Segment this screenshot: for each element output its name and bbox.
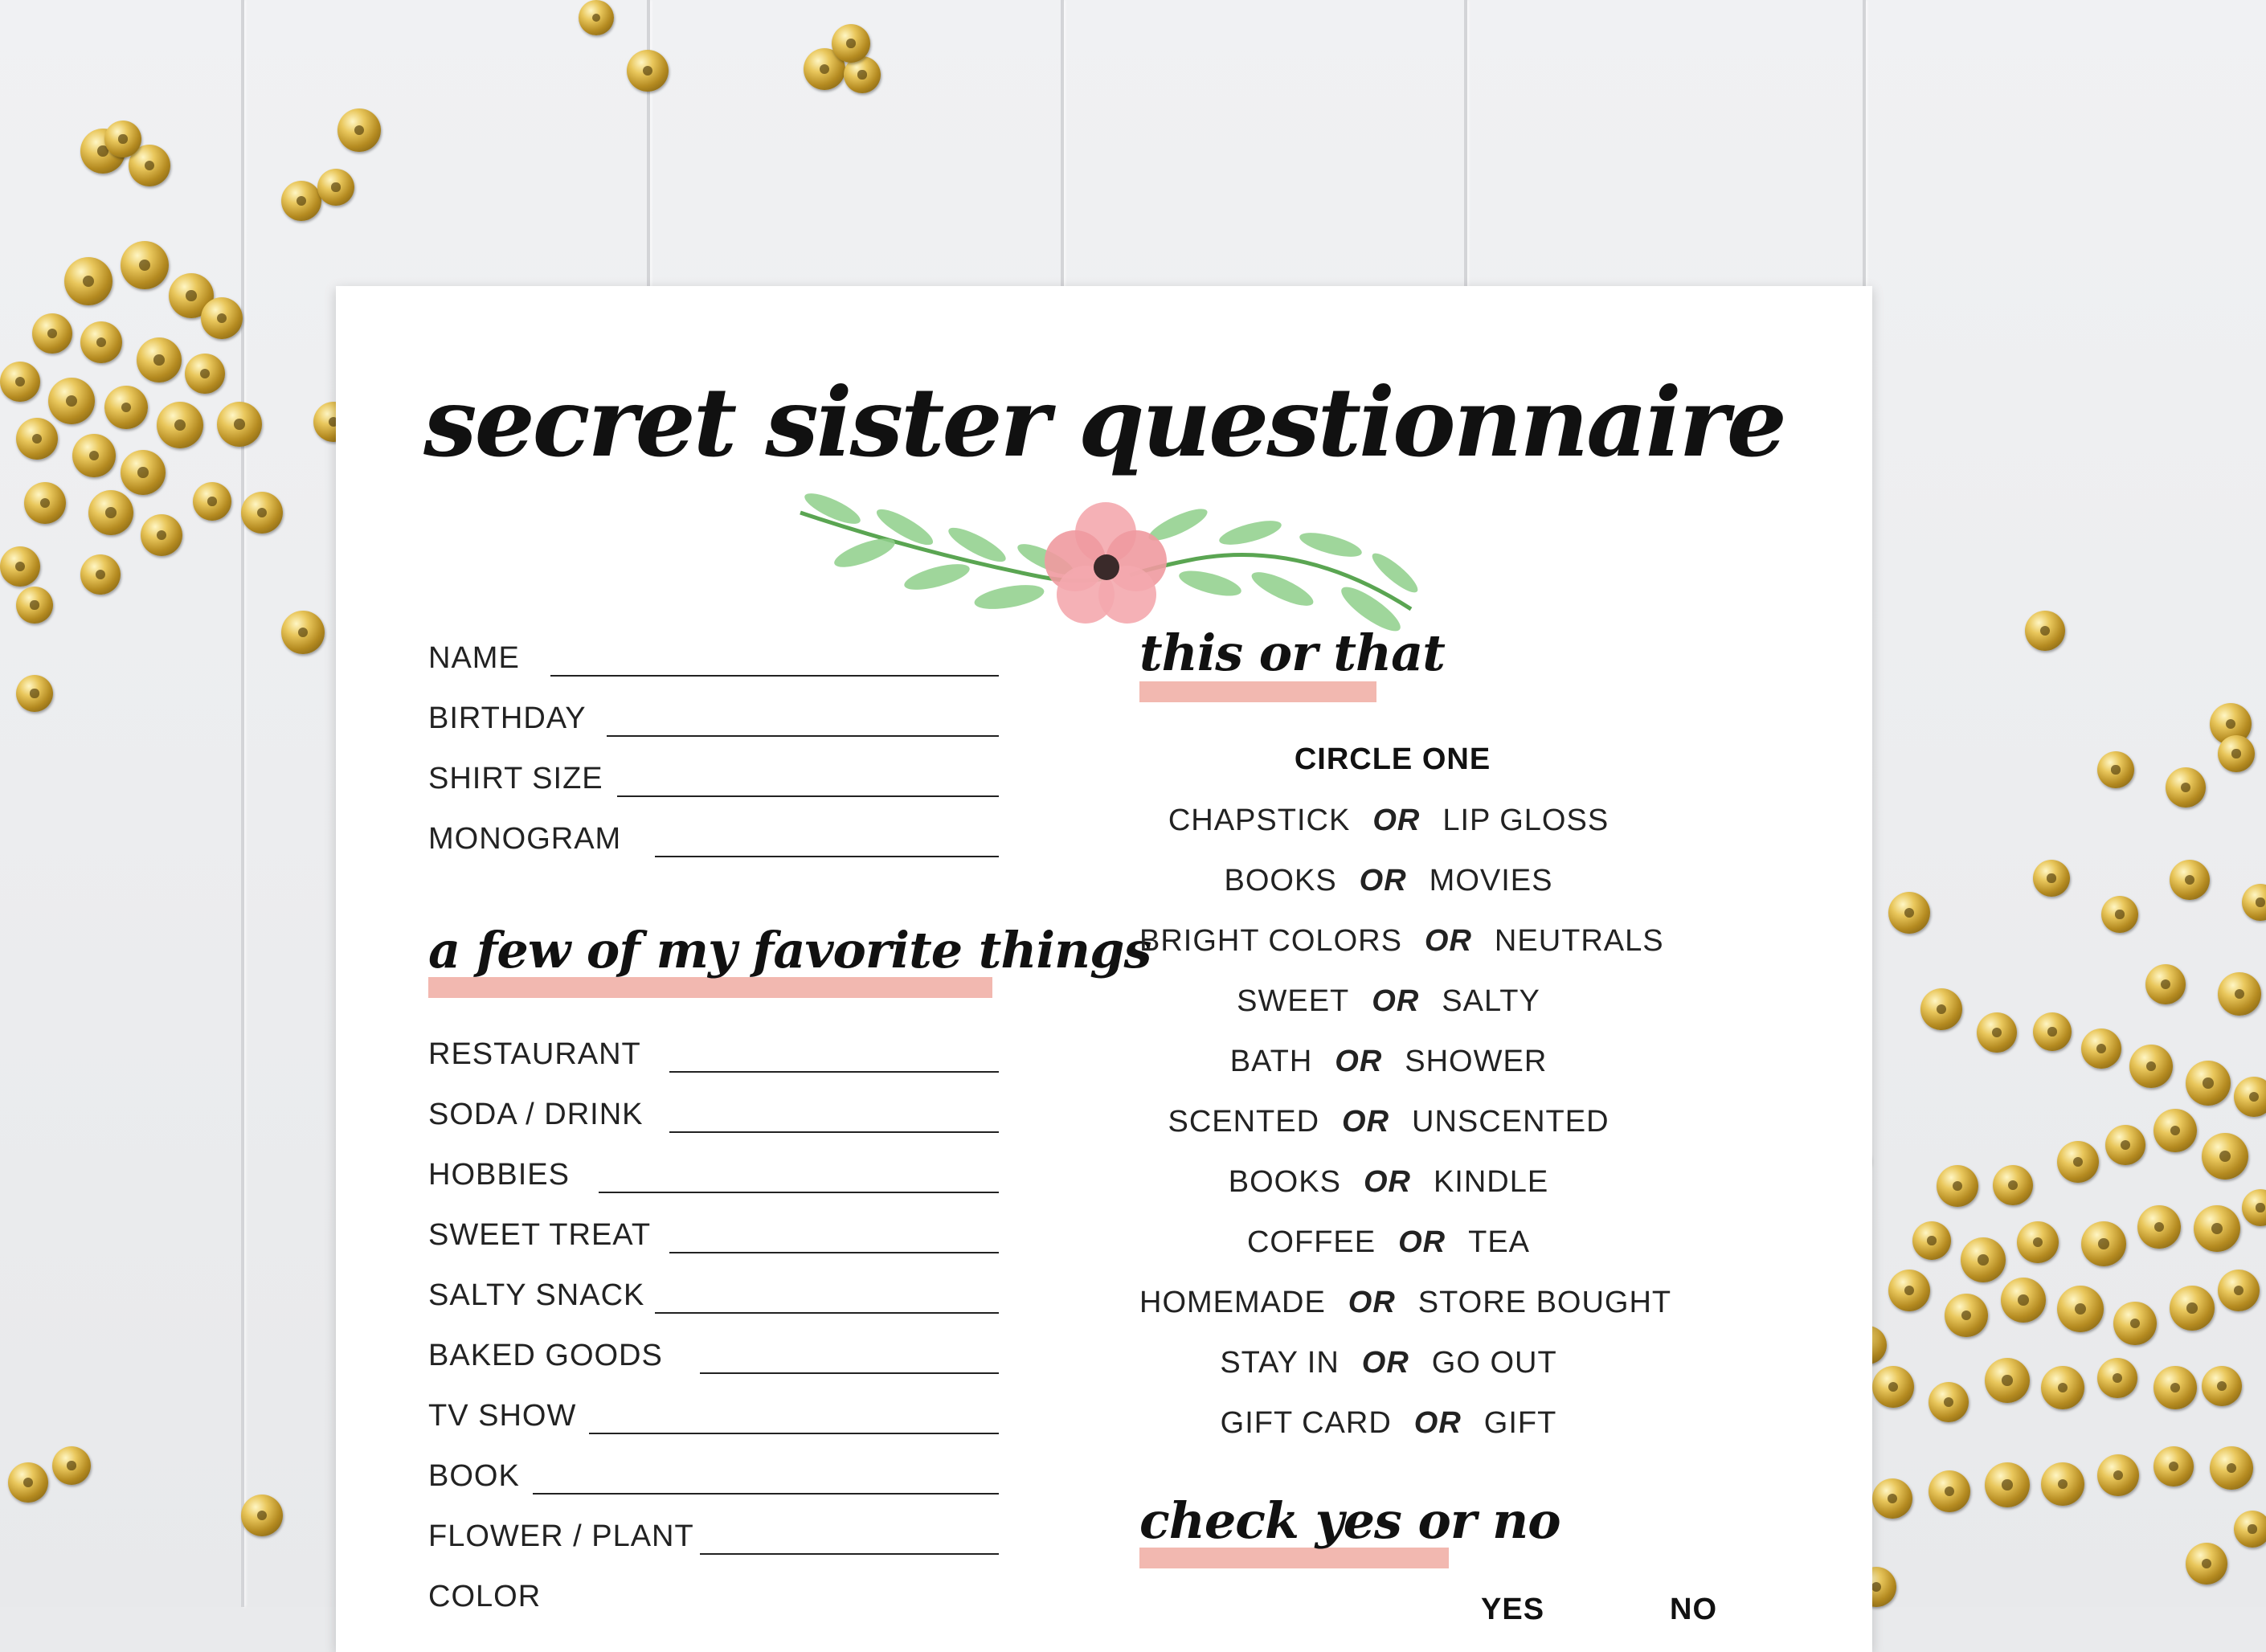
sequin-icon	[2129, 1045, 2173, 1088]
page-title: secret sister questionnaire	[423, 366, 1785, 478]
sequin-icon	[2166, 767, 2206, 808]
field-label: TV SHOW	[428, 1399, 577, 1433]
sequin-icon	[201, 297, 243, 339]
or-word: OR	[1413, 1406, 1462, 1440]
this-or-that-heading: this or that	[1139, 624, 1445, 682]
favorite-field-row	[428, 1218, 999, 1266]
sequin-icon	[1945, 1294, 1988, 1337]
or-word: OR	[1335, 1045, 1383, 1078]
sequin-icon	[121, 450, 166, 495]
option-b[interactable]: UNSCENTED	[1412, 1105, 1610, 1139]
sequin-icon	[2033, 1012, 2072, 1051]
sequin-icon	[80, 554, 121, 595]
personal-field-row	[428, 762, 999, 810]
sequin-icon	[2218, 1270, 2260, 1311]
sequin-icon	[1977, 1012, 2017, 1053]
sequin-icon	[24, 482, 66, 524]
circle-one-instruction: CIRCLE ONE	[1294, 742, 1491, 776]
this-or-that-option[interactable]	[1139, 984, 1638, 1019]
or-word: OR	[1342, 1105, 1390, 1139]
answer-line[interactable]	[700, 1553, 999, 1555]
sequin-icon	[1912, 1221, 1951, 1260]
favorite-field-row	[428, 1580, 999, 1628]
questionnaire-sheet	[336, 286, 1872, 1652]
sequin-icon	[2154, 1446, 2194, 1486]
option-b[interactable]: SHOWER	[1405, 1045, 1548, 1078]
answer-line[interactable]	[550, 675, 999, 677]
sequin-icon	[1929, 1382, 1969, 1422]
or-word: OR	[1372, 804, 1421, 837]
sequin-icon	[137, 337, 182, 382]
favorite-field-row	[428, 1459, 999, 1507]
sequin-icon	[0, 546, 40, 587]
this-or-that-option[interactable]	[1139, 1346, 1638, 1380]
this-or-that-option[interactable]	[1139, 924, 1664, 959]
sequin-icon	[64, 257, 112, 305]
sequin-icon	[16, 675, 53, 712]
sequin-icon	[48, 378, 95, 424]
favorite-field-row	[428, 1519, 999, 1568]
answer-line[interactable]	[655, 1312, 999, 1314]
field-label: RESTAURANT	[428, 1037, 641, 1071]
sequin-icon	[2081, 1221, 2126, 1266]
or-word: OR	[1398, 1225, 1446, 1259]
sequin-icon	[2210, 1446, 2253, 1490]
highlight-bar	[1139, 681, 1376, 702]
sequin-icon	[832, 24, 870, 63]
flower-icon	[1045, 502, 1167, 624]
sequin-icon	[104, 386, 148, 429]
right-leaves	[1145, 503, 1422, 633]
this-or-that-option[interactable]	[1139, 864, 1638, 898]
sequin-icon	[1872, 1478, 1912, 1519]
sequin-icon	[193, 482, 231, 521]
sequin-icon	[1961, 1237, 2006, 1282]
no-label: NO	[1670, 1593, 1717, 1626]
option-b[interactable]: SALTY	[1442, 984, 1540, 1018]
sequin-icon	[337, 108, 381, 152]
sequin-icon	[627, 50, 669, 92]
personal-field-row	[428, 641, 999, 689]
sequin-icon	[2202, 1133, 2248, 1180]
answer-line[interactable]	[669, 1131, 999, 1133]
sequin-icon	[16, 587, 53, 624]
field-label: COLOR	[428, 1580, 542, 1613]
sequin-icon	[1888, 1270, 1930, 1311]
sequin-icon	[2170, 1286, 2215, 1331]
field-label: SHIRT SIZE	[428, 762, 603, 795]
favorite-field-row	[428, 1278, 999, 1327]
sequin-icon	[0, 362, 40, 402]
option-b[interactable]: KINDLE	[1433, 1165, 1549, 1199]
personal-field-row	[428, 822, 999, 870]
field-label: FLOWER / PLANT	[428, 1519, 694, 1553]
answer-line[interactable]	[607, 735, 999, 737]
sequin-icon	[2186, 1061, 2231, 1106]
field-label: SODA / DRINK	[428, 1098, 644, 1131]
option-a[interactable]: BRIGHT COLORS	[1139, 924, 1402, 958]
sequin-icon	[2105, 1125, 2145, 1165]
sequin-icon	[241, 1495, 283, 1536]
sequin-icon	[2033, 860, 2070, 897]
this-or-that-option[interactable]	[1139, 1105, 1638, 1139]
yes-label: YES	[1481, 1593, 1545, 1626]
favorite-field-row	[428, 1098, 999, 1146]
sequin-icon	[2101, 896, 2138, 933]
sequin-icon	[579, 0, 614, 35]
field-label: SALTY SNACK	[428, 1278, 645, 1312]
sequin-icon	[241, 492, 283, 534]
watercolor-flower-wreath	[776, 489, 1435, 633]
sequin-icon	[2097, 1454, 2139, 1496]
option-a[interactable]: GIFT CARD	[1220, 1406, 1392, 1440]
sequin-icon	[2154, 1366, 2197, 1409]
favorite-field-row	[428, 1339, 999, 1387]
field-label: MONOGRAM	[428, 822, 622, 856]
answer-line[interactable]	[599, 1192, 999, 1193]
option-a[interactable]: BOOKS	[1228, 1165, 1341, 1199]
sequin-icon	[157, 402, 203, 448]
field-label: SWEET TREAT	[428, 1218, 652, 1252]
favorite-field-row	[428, 1158, 999, 1206]
sequin-icon	[2025, 611, 2065, 651]
sequin-icon	[2218, 972, 2261, 1016]
sequin-icon	[2017, 1221, 2059, 1263]
option-a[interactable]: HOMEMADE	[1139, 1286, 1326, 1319]
or-word: OR	[1424, 924, 1472, 958]
sequin-icon	[2097, 1358, 2137, 1398]
highlight-bar	[1139, 1548, 1449, 1568]
option-b[interactable]: LIP GLOSS	[1442, 804, 1610, 837]
sequin-icon	[2097, 751, 2134, 788]
option-b[interactable]: MOVIES	[1429, 864, 1553, 898]
sequin-icon	[317, 169, 354, 206]
sequin-icon	[2057, 1141, 2099, 1183]
sequin-icon	[2234, 1511, 2266, 1548]
sequin-icon	[2057, 1286, 2104, 1332]
sequin-icon	[2137, 1205, 2181, 1249]
this-or-that-option[interactable]	[1139, 1045, 1638, 1079]
option-a[interactable]: COFFEE	[1246, 1225, 1376, 1259]
this-or-that-option[interactable]	[1139, 1406, 1638, 1441]
field-label: NAME	[428, 641, 520, 675]
sequin-icon	[88, 490, 133, 535]
check-yes-no-heading: check yes or no	[1139, 1491, 1560, 1550]
option-b[interactable]: STORE BOUGHT	[1417, 1286, 1672, 1319]
sequin-icon	[32, 313, 72, 354]
favorite-field-row	[428, 1399, 999, 1447]
answer-line[interactable]	[669, 1252, 999, 1253]
field-label: BOOK	[428, 1459, 520, 1493]
field-label: BIRTHDAY	[428, 701, 587, 735]
field-label: BAKED GOODS	[428, 1339, 663, 1372]
sequin-icon	[2218, 735, 2255, 772]
this-or-that-option[interactable]	[1139, 1286, 1672, 1320]
sequin-icon	[104, 121, 141, 157]
sequin-icon	[2154, 1109, 2197, 1152]
option-b[interactable]: GIFT	[1483, 1406, 1557, 1440]
sequin-icon	[1888, 892, 1930, 934]
sequin-icon	[8, 1462, 48, 1503]
or-word: OR	[1363, 1165, 1411, 1199]
sequin-icon	[2170, 860, 2210, 900]
this-or-that-option[interactable]	[1139, 1165, 1638, 1200]
or-word: OR	[1361, 1346, 1409, 1380]
option-b[interactable]: GO OUT	[1431, 1346, 1557, 1380]
option-b[interactable]: TEA	[1468, 1225, 1531, 1259]
field-label: HOBBIES	[428, 1158, 570, 1192]
sequin-icon	[16, 418, 58, 460]
option-b[interactable]: NEUTRALS	[1494, 924, 1664, 958]
option-a[interactable]: BOOKS	[1224, 864, 1337, 898]
sequin-icon	[281, 181, 321, 221]
answer-line[interactable]	[617, 795, 999, 797]
or-word: OR	[1348, 1286, 1396, 1319]
sequin-icon	[185, 354, 225, 394]
favorites-heading: a few of my favorite things	[428, 921, 1151, 979]
this-or-that-option[interactable]	[1139, 804, 1638, 838]
sequin-icon	[2041, 1462, 2084, 1506]
option-a[interactable]: SWEET	[1237, 984, 1350, 1018]
highlight-bar	[428, 977, 992, 998]
this-or-that-option[interactable]	[1139, 1225, 1638, 1260]
sequin-icon	[281, 611, 325, 654]
sequin-icon	[2041, 1366, 2084, 1409]
personal-field-row	[428, 701, 999, 750]
sequin-icon	[2145, 964, 2186, 1004]
answer-line[interactable]	[655, 856, 999, 857]
option-a[interactable]: CHAPSTICK	[1168, 804, 1351, 837]
left-leaves	[801, 489, 1077, 613]
option-a[interactable]: STAY IN	[1220, 1346, 1340, 1380]
sequin-icon	[1937, 1165, 1978, 1207]
answer-line[interactable]	[700, 1372, 999, 1374]
answer-line[interactable]	[589, 1433, 999, 1434]
favorite-field-row	[428, 1037, 999, 1086]
sequin-icon	[2081, 1028, 2121, 1069]
sequin-icon	[52, 1446, 91, 1485]
sequin-icon	[1920, 988, 1962, 1030]
sequin-icon	[2194, 1205, 2240, 1252]
option-a[interactable]: BATH	[1229, 1045, 1313, 1078]
or-word: OR	[1359, 864, 1407, 898]
sequin-icon	[2001, 1278, 2046, 1323]
answer-line[interactable]	[669, 1071, 999, 1073]
sequin-icon	[1993, 1165, 2033, 1205]
sequin-icon	[2202, 1366, 2242, 1406]
sequin-icon	[217, 402, 262, 447]
sequin-icon	[121, 241, 169, 289]
sequin-icon	[2113, 1302, 2157, 1345]
sequin-icon	[1985, 1358, 2030, 1403]
plank-seam	[241, 0, 244, 1607]
sequin-icon	[80, 321, 122, 363]
sequin-icon	[2186, 1543, 2227, 1585]
or-word: OR	[1372, 984, 1420, 1018]
sequin-icon	[141, 514, 182, 556]
sequin-icon	[1872, 1366, 1914, 1408]
answer-line[interactable]	[533, 1493, 999, 1495]
option-a[interactable]: SCENTED	[1168, 1105, 1320, 1139]
sequin-icon	[1985, 1462, 2030, 1507]
sequin-icon	[72, 434, 116, 477]
sequin-icon	[1929, 1470, 1970, 1512]
